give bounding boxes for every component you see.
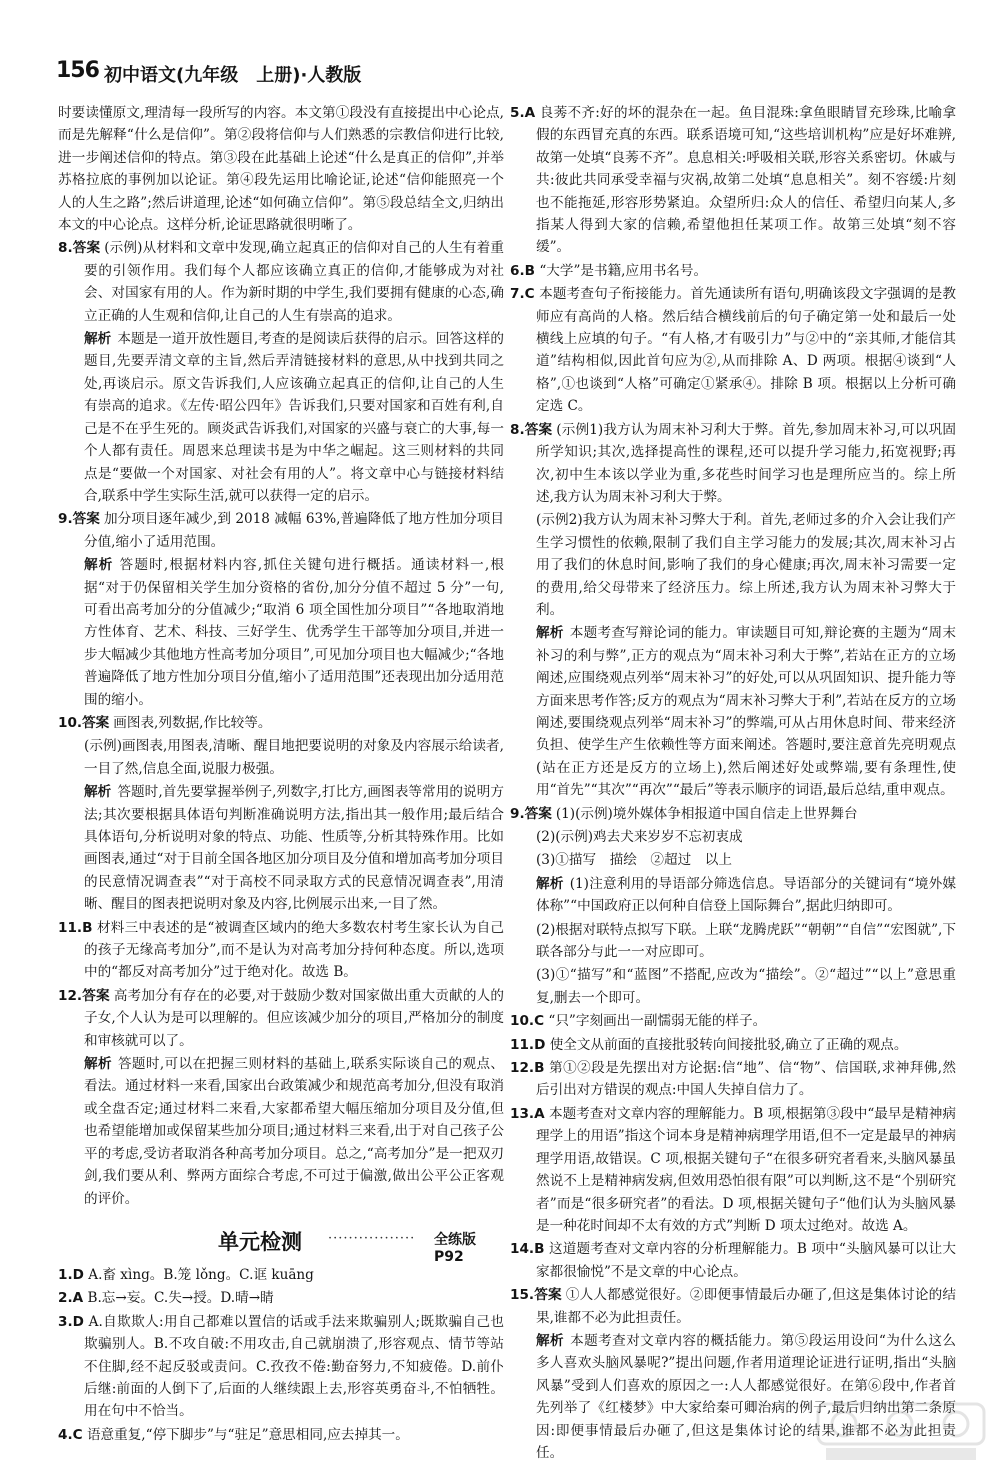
question-number: 10.	[58, 714, 83, 731]
answer-text: 使全文从前面的直接批驳转向间接批驳,确立了正确的观点。	[549, 1036, 908, 1053]
answer-text: 答题时,首先要掌握举例子,列数字,打比方,画图表等常用的说明方法;其次要根据具体语句判断准确说明方法,指出其一般作用;最后结合具体语句,分析说明对象的特点、功能、性质等,分析其特殊作用。比如画图表,通过“对于目前全国各地区加分项目及分值和增加高考加分项目的民意情况调查表”“对于高校不同录取方式的民意情况调查表”,用清晰、醒目的图表把说明对象及内容,比例展示出来,一目了然。	[84, 784, 504, 913]
answer-entry	[510, 260, 956, 282]
answer-text: B.忘→妄。C.失→授。D.晴→睛	[87, 1290, 274, 1307]
section-dots: ·················	[328, 1230, 416, 1246]
question-number: 8.	[510, 421, 525, 438]
answer-entry	[510, 1103, 956, 1237]
answer-label: 答案	[524, 805, 552, 822]
right-column	[510, 102, 956, 1465]
question-number: 13.A	[510, 1105, 545, 1122]
answer-entry	[510, 509, 956, 621]
answer-text: 本题是一道开放性题目,考查的是阅读后获得的启示。回答这样的题目,先要弄清文章的主旨,然后弄清链接材料的意思,从中找到共同之处,再谈启示。原文告诉我们,人应该确立起真正的信仰,让自己的人生有崇高的追求。《左传·昭公四年》告诉我们,只要对国家和百姓有利,自己是不在乎生死的。顾炎武告诉我们,对国家的兴盛与衰亡的大事,每一个人都有责任。周恩来总理读书是为中华之崛起。这三则材料的共同点是“要做一个对国家、对社会有用的人”。将文章中心与链接材料结合,联系中学生实际生活,就可以获得一定的启示。	[84, 331, 504, 504]
question-number: 14.B	[510, 1241, 545, 1258]
answer-entry	[510, 1010, 956, 1032]
answer-text: 答题时,根据材料内容,抓住关键句进行概括。通读材料一,根据“对于仍保留相关学生加分资格的省份,加分分值不超过 5 分”一句,可看出高考加分的分值减少;“取消 6 项全国性加分项目”“各地取消地方性体育、艺术、科技、三好学生、优秀学生干部等加分项目,并进一步大幅减少其他地方性高考加分项目”,可见加分项目也大幅减少;“各地普遍降低了地方性加分项目分值,缩小了适用范围”还表现出加分适用范围的缩小。	[84, 557, 505, 708]
answer-entry	[58, 328, 504, 507]
answer-text: 答题时,可以在把握三则材料的基础上,联系实际谈自己的观点、看法。通过材料一来看,国家出台政策减少和规范高考加分,但没有取消或全盘否定;通过材料二来看,大家都希望大幅压缩加分项目及分值,但也希望能增加或保留某些加分项目;通过材料三来看,出于对自己孩子公平的考虑,受访者取消各种高考加分项目。总之,“高考加分”是一把双刃剑,我们要从利、弊两方面综合考虑,不可过于偏激,做出公平公正客观的评价。	[84, 1056, 505, 1207]
answer-text: (2)根据对联特点拟写下联。上联“龙腾虎跃”“朝朝”“自信”“宏图就”,下联各部分与此一一对应即可。	[536, 921, 956, 961]
answer-entry	[58, 735, 504, 780]
answer-entry	[510, 1284, 956, 1329]
answer-text: 语意重复,“停下脚步”与“驻足”意思相同,应去掉其一。	[86, 1426, 409, 1443]
question-number: 1.D	[58, 1266, 84, 1283]
answer-entry	[58, 985, 504, 1052]
question-number: 11.D	[510, 1036, 546, 1053]
answer-entry	[58, 781, 504, 915]
question-number: 8.	[58, 240, 73, 257]
answer-entry	[510, 283, 956, 417]
page-number: 156	[56, 58, 99, 83]
question-number: 2.A	[58, 1290, 84, 1307]
answer-text: (1)注意利用的导语部分筛选信息。导语部分的关键词有“境外媒体称”“中国政府正以何种自信登上国际舞台”,据此归纳即可。	[536, 875, 957, 915]
answer-label: 解析	[84, 1056, 112, 1073]
answer-text: 这道题考查对文章内容的分析理解能力。B 项中“头脑风暴可以让大家都很愉悦”不是文章的中心论点。	[536, 1241, 956, 1280]
answer-entry	[510, 873, 956, 918]
answer-entry	[510, 622, 956, 801]
answer-text: (2)(示例)鸡去犬来岁岁不忘初衷成	[536, 829, 743, 845]
answer-label: 答案	[534, 1287, 562, 1304]
answer-label: 答案	[72, 511, 100, 528]
answer-entry	[510, 919, 956, 964]
answer-label: 解析	[536, 875, 564, 892]
answer-entry	[510, 803, 956, 825]
answer-text: 本题考查写辩论词的能力。审读题目可知,辩论赛的主题为“周末补习的利与弊”,正方的观点为“周末补习利大于弊”,若站在正方的立场阐述,应围绕观点列举“周末补习”的好处,可以从巩固知识、提升能力等方面来思考作答;反方的观点为“周末补习弊大于利”,若站在反方的立场阐述,要围绕观点列举“周末补习”的弊端,可从占用休息时间、带来经济负担、使学生产生依赖性等方面来阐述。答题时,要注意首先亮明观点(站在正方还是反方的立场上),然后阐述好处或弊端,要有条理性,使用“首先”“其次”“再次”“最后”等表示顺序的词语,最后总结,重申观点。	[536, 625, 956, 799]
answer-text: 本题考查对文章内容的概括能力。第⑤段运用设问“为什么这么多人喜欢头脑风暴呢?”提出问题,作者用道理论证进行证明,指出“头脑风暴”受到人们喜欢的原因之一:人人都感觉很好。在第⑥段中,作者首先列举了《红楼梦》中大家给秦可卿治病的例子,最后归纳出第二条原因:即便事情最后办砸了,但这是集体讨论的结果,谁都不必为此担责任。	[536, 1332, 957, 1461]
watermark-logo	[816, 1402, 986, 1464]
question-number: 11.B	[58, 919, 93, 936]
answer-entry	[58, 1424, 504, 1446]
answer-entry	[58, 102, 504, 236]
question-number: 9.	[510, 805, 525, 822]
answer-text: (1)(示例)境外媒体争相报道中国自信走上世界舞台	[555, 805, 858, 822]
answer-text: ①人人都感觉很好。②即便事情最后办砸了,但这是集体讨论的结果,谁都不必为此担责任。	[536, 1287, 956, 1326]
answer-text: (示例2)我方认为周末补习弊大于利。首先,老师过多的介入会让我们产生学习惯性的依赖,限制了我们自主学习能力的发展;其次,周末补习占用了我们的休息时间,影响了我们的身心健康;再次,周末补习需要一定的费用,给父母带来了经济压力。综上所述,我方认为周末补习弊大于利。	[536, 512, 956, 618]
right-answer-list	[510, 102, 956, 1464]
answer-label: 答案	[72, 240, 101, 257]
answer-entry	[510, 419, 956, 509]
answer-entry	[510, 849, 956, 871]
answer-entry	[510, 1057, 956, 1102]
answer-text: 第①②段是先摆出对方论据:信“地”、信“物”、信国联,求神拜佛,然后引出对方错误的观点:中国人失掉自信力了。	[536, 1060, 956, 1099]
answer-text: (3)①“描写”和“蓝图”不搭配,应改为“描绘”。②“超过”“以上”意思重复,删去一个即可。	[536, 967, 956, 1006]
answer-entry	[510, 1238, 956, 1283]
answer-entry	[58, 508, 504, 553]
answer-label: 答案	[82, 714, 110, 731]
answer-entry	[510, 102, 956, 259]
answer-label: 答案	[82, 987, 110, 1004]
answer-text: “只”字刻画出一副懦弱无能的样子。	[548, 1013, 767, 1030]
question-number: 6.B	[510, 262, 535, 279]
answer-entry	[58, 554, 504, 711]
answer-text: 本题考查对文章内容的理解能力。B 项,根据第③段中“最早是精神病理学上的用语”指这个词本身是精神病理学用语,但不一定是最早的神病理学用语,故错误。C 项,根据关键句子“在很多研究者看来,头脑风暴虽然说不上是精神病发病,但效用恐怕很有限”可以判断,这不是“个别研究者”而是“很多研究者”的看法。D 项,根据关键句子“他们认为头脑风暴是一种花时间却不太有效的方式”判断 D 项太过绝对。故选 A。	[536, 1105, 956, 1234]
answer-entry	[58, 1287, 504, 1309]
question-number: 4.C	[58, 1426, 83, 1443]
answer-label: 答案	[524, 421, 553, 438]
question-number: 12.B	[510, 1060, 545, 1077]
answer-entry	[58, 1311, 504, 1423]
question-number: 12.	[58, 987, 83, 1004]
answer-entry	[58, 237, 504, 327]
question-number: 5.A	[510, 105, 536, 121]
answer-label: 解析	[536, 625, 564, 642]
answer-text: 材料三中表述的是“被调查区域内的绝大多数农村考生家长认为自己的孩子无缘高考加分”,而不是认为对高考加分持何种态度。所以,选项中的“都反对高考加分”过于绝对化。故选 B。	[84, 919, 504, 981]
answer-label: 解析	[536, 1332, 565, 1349]
answer-entry	[510, 1034, 956, 1056]
answer-text: 加分项目逐年减少,到 2018 减幅 63%,普遍降低了地方性加分项目分值,缩小了适用范围。	[84, 511, 505, 550]
page-header	[56, 58, 956, 90]
answer-text: (3)①描写 描绘 ②超过 以上	[536, 852, 732, 869]
answer-text: “大学”是书籍,应用书名号。	[539, 262, 708, 279]
unit-test-answer-list	[58, 1264, 504, 1446]
section-header	[58, 1226, 504, 1265]
answer-entry	[58, 712, 504, 734]
answer-text: 良莠不齐:好的坏的混杂在一起。鱼目混珠:拿鱼眼睛冒充珍珠,比喻拿假的东西冒充真的东西。联系语境可知,“这些培训机构”应是好坏难辨,故第一处填“良莠不齐”。息息相关:呼吸相关联,形容关系密切。休戚与共:彼此共同承受幸福与灾祸,故第二处填“息息相关”。刻不容缓:片刻也不能拖延,形容形势紧迫。众望所归:众人的信任、希望归向某人,多指某人得到大家的信赖,希望他担任某项工作。故第三处填“刻不容缓”。	[536, 105, 957, 256]
answer-text: 本题考查句子衔接能力。首先通读所有语句,明确该段文字强调的是教师应有高尚的人格。然后结合横线前后的句子确定第一处和最后一处横线上应填的句子。“有人格,才有吸引力”与②中的“亲其师,才能信其道”结构相似,因此首句应为②,从而排除 A、D 两项。根据④谈到“人格”,①也谈到“人格”可确定①紧承④。排除 B 项。根据以上分析可确定选 C。	[536, 286, 956, 415]
answer-text: (示例1)我方认为周末补习利大于弊。首先,参加周末补习,可以巩固所学知识;其次,选择提高性的课程,还可以提升学习能力,拓宽视野;再次,初中生本该以学业为重,多花些时间学习也是理所应当的。综上所述,我方认为周末补习利大于弊。	[536, 421, 956, 505]
question-number: 3.D	[58, 1313, 84, 1330]
answer-text: 高考加分有存在的必要,对于鼓励少数对国家做出重大贡献的人的子女,个人认为是可以理解的。但应该减少加分的项目,严格加分的制度和审核就可以了。	[84, 987, 504, 1049]
section-page-ref: 全练版 P92	[434, 1231, 476, 1265]
answer-text: (示例)画图表,用图表,清晰、醒目地把要说明的对象及内容展示给读者,一目了然,信息全面,说服力极强。	[84, 738, 504, 777]
answer-text: A.自欺欺人:用自己都难以置信的话或手法来欺骗别人;既欺骗自己也欺骗别人。B.不攻自破:不用攻击,自己就崩溃了,形容观点、情节等站不住脚,经不起反驳或责问。C.孜孜不倦:勤奋努力,不知疲倦。D.前仆后继:前面的人倒下了,后面的人继续跟上去,形容英勇奋斗,不怕牺牲。用在句中不恰当。	[84, 1313, 504, 1420]
left-column	[58, 102, 504, 1447]
answer-entry	[58, 917, 504, 984]
answer-entry	[510, 964, 956, 1009]
answer-label: 解析	[84, 557, 114, 574]
question-number: 10.C	[510, 1013, 545, 1030]
answer-text: 时要读懂原文,理清每一段所写的内容。本文第①段没有直接提出中心论点,而是先解释“什么是信仰”。第②段将信仰与人们熟悉的宗教信仰进行比较,进一步阐述信仰的特点。第③段在此基础上论述“什么是真正的信仰”,并举苏格拉底的事例加以论证。第④段先运用比喻论证,论述“信仰能照亮一个人的人生之路”;然后讲道理,论述“如何确立信仰”。第⑤段总结全文,归纳出本文的中心论点。这样分析,论证思路就很明晰了。	[58, 105, 504, 234]
answer-text: 画图表,列数据,作比较等。	[113, 714, 272, 731]
question-number: 9.	[58, 511, 73, 528]
question-number: 15.	[510, 1287, 535, 1304]
answer-text: A.畜 xìng。B.笼 lǒng。C.诓 kuāng	[88, 1266, 314, 1283]
answer-entry	[510, 826, 956, 848]
answer-entry	[58, 1053, 504, 1210]
section-title: 单元检测	[218, 1229, 302, 1254]
answer-label: 解析	[84, 331, 112, 348]
question-number: 7.C	[510, 286, 535, 303]
answer-text: (示例)从材料和文章中发现,确立起真正的信仰对自己的人生有着重要的引领作用。我们每个人都应该确立真正的信仰,才能够成为对社会、对国家有用的人。作为新时期的中学生,我们要拥有健康的心态,确立正确的人生观和信仰,让自己的人生有崇高的追求。	[84, 240, 504, 324]
answer-entry	[58, 1264, 504, 1286]
left-answer-list	[58, 102, 504, 1210]
answer-label: 解析	[84, 784, 112, 801]
book-title: 初中语文(九年级 上册)·人教版	[104, 65, 362, 86]
